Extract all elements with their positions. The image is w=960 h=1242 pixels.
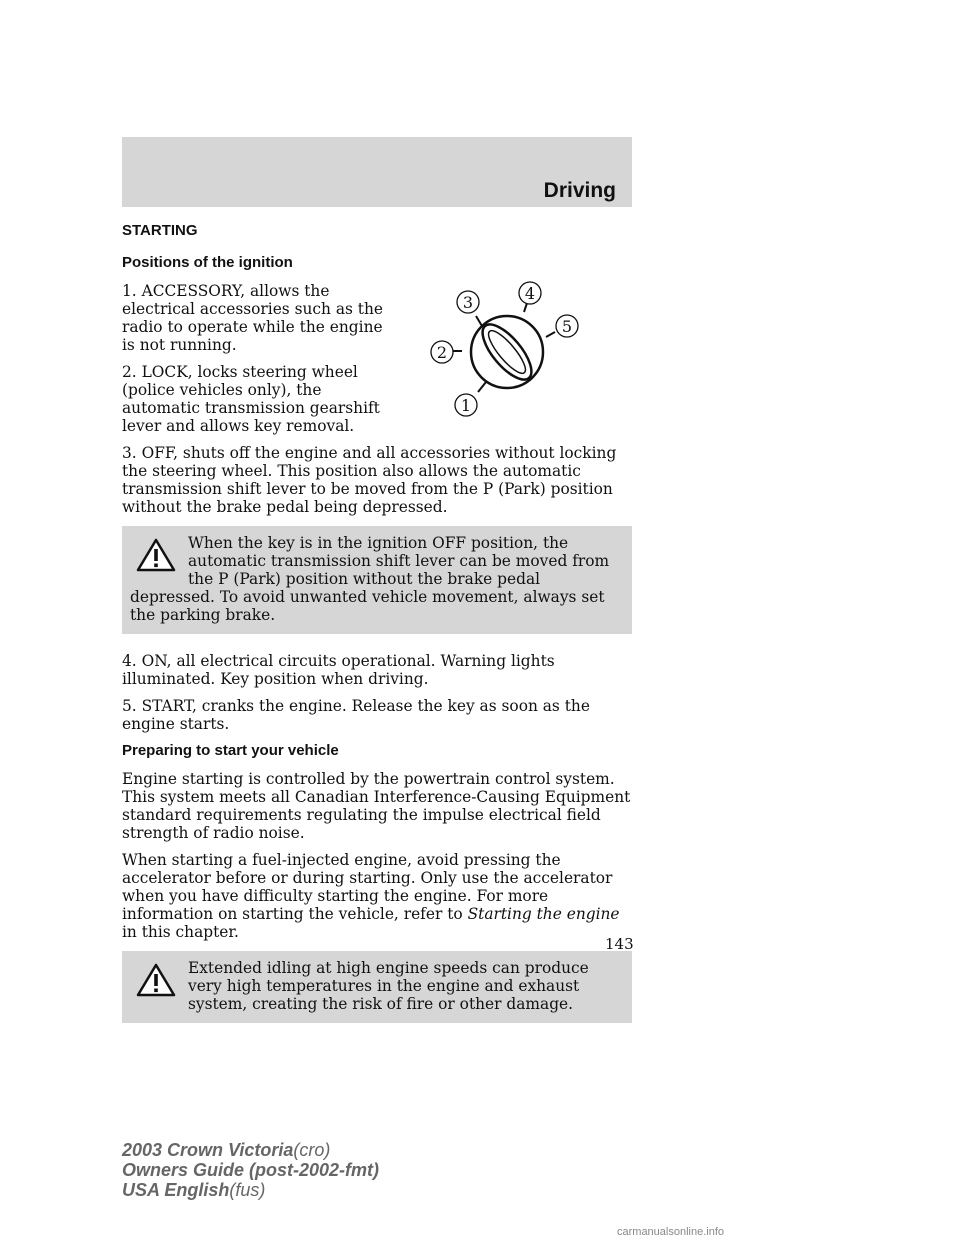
footer-model-code: (cro): [293, 1140, 331, 1160]
document-footer: [122, 1140, 379, 1200]
diagram-label-1: 1: [460, 396, 472, 415]
section-title: Driving: [543, 179, 616, 202]
heading-starting: STARTING: [122, 222, 198, 239]
footer-language: USA English: [122, 1180, 230, 1200]
footer-model: 2003 Crown Victoria: [122, 1140, 294, 1160]
paragraph: Engine starting is controlled by the powertrain control system. This system meets all Canadian Interference-Causing Equipment standard requirements regulating the impulse electrical field strength of radio noise.: [122, 770, 631, 842]
list-item: 5. START, cranks the engine. Release the key as soon as the engine starts.: [122, 697, 590, 733]
diagram-label-3: 3: [462, 293, 474, 312]
watermark: carmanualsonline.info: [617, 1226, 725, 1238]
paragraph-text: When starting a fuel-injected engine, avoid pressing the accelerator before or during starting. Only use the accelerator when you have difficulty starting the engine. For more information on starting the vehicle, refer to: [122, 851, 613, 923]
warning-box: [122, 526, 632, 634]
diagram-label-4: 4: [524, 284, 536, 303]
warning-triangle-icon: [136, 963, 176, 997]
section-header: [122, 137, 632, 207]
chapter-reference: Starting the engine: [467, 905, 620, 923]
list-item: 3. OFF, shuts off the engine and all accessories without locking the steering wheel. This position also allows the automatic transmission shift lever to be moved from the P (Park) position without the brake pedal being depressed.: [122, 444, 617, 516]
paragraph-starting-reference: [122, 851, 632, 941]
diagram-label-2: 2: [436, 343, 448, 362]
footer-language-code: (fus): [229, 1180, 266, 1200]
list-item: 1. ACCESSORY, allows the electrical accessories such as the radio to operate while the engine is not running.: [122, 282, 384, 354]
warning-text: Extended idling at high engine speeds can produce very high temperatures in the engine and exhaust system, creating the risk of fire or other damage.: [188, 959, 589, 1013]
warning-triangle-icon: [136, 538, 176, 572]
list-item: 2. LOCK, locks steering wheel (police vehicles only), the automatic transmission gearshift lever and allows key removal.: [122, 363, 380, 435]
heading-positions: Positions of the ignition: [122, 254, 293, 271]
page-content: [122, 222, 632, 1041]
heading-preparing: Preparing to start your vehicle: [122, 742, 339, 759]
footer-guide: Owners Guide (post-2002-fmt): [122, 1160, 380, 1180]
diagram-label-5: 5: [561, 317, 573, 336]
list-item: 4. ON, all electrical circuits operational. Warning lights illuminated. Key position when driving.: [122, 652, 555, 688]
paragraph-text: in this chapter.: [122, 923, 239, 941]
warning-text: When the key is in the ignition OFF position, the automatic transmission shift lever can be moved from the P (Park) position without the brake pedal depressed. To avoid unwanted vehicle movement, always set the parking brake.: [130, 534, 610, 624]
warning-box: [122, 951, 632, 1023]
page-number: 143: [605, 935, 634, 953]
